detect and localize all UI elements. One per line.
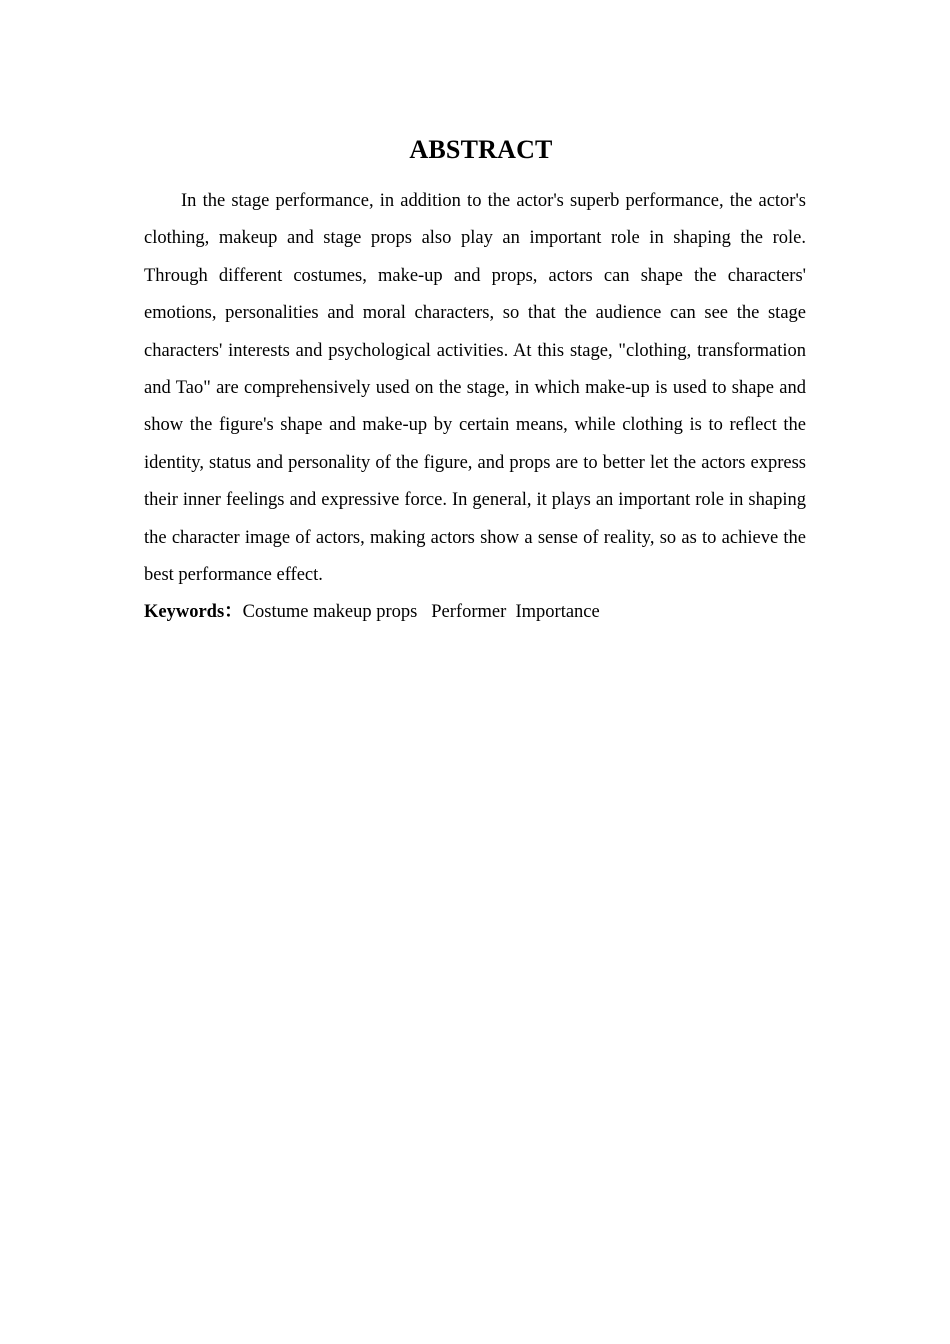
abstract-paragraph: In the stage performance, in addition to the actor's superb performance, the actor's clothing, makeup and stage props also play an important role in shaping the role. Through different costumes, make-up and props, actors can shape the characters' emotions, personalities and moral characters, so that the audience can see the stage characters' interests and psychological activities. At this stage, "clothing, transformation and Tao" are comprehensively used on the stage, in which make-up is used to shape and show the figure's shape and make-up by certain means, while clothing is to reflect the identity, status and personality of the figure, and props are to better let the actors express their inner feelings and expressive force. In general, it plays an important role in shaping the character image of actors, making actors show a sense of reality, so as to achieve the best performance effect. [144,191,806,586]
keywords-label: Keywords： [144,602,243,623]
abstract-section [144,130,806,632]
page-title: ABSTRACT [409,135,553,164]
keywords-line [144,594,806,631]
keywords-value: Costume makeup props Performer Importance [242,602,600,623]
